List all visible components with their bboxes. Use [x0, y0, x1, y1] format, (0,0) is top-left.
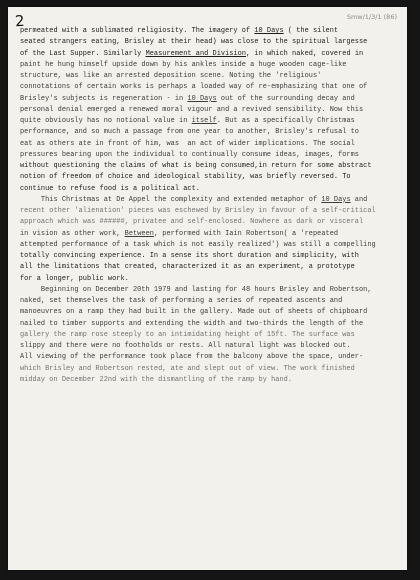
text-segment: out of the surrounding decay and: [216, 94, 355, 103]
underlined-title: Between: [124, 229, 154, 238]
text-segment: without questioning the claims of what is being consumed,in return for some abstract: [20, 162, 372, 170]
text-segment: notion of freedom of choice and ideological stability, was briefly reversed. To: [20, 173, 351, 182]
paragraph: [20, 26, 398, 195]
text-line: [20, 296, 398, 307]
text-segment: and: [350, 195, 368, 204]
underlined-title: 10 Days: [321, 195, 351, 204]
text-line: [20, 229, 398, 240]
text-line: [20, 37, 398, 48]
text-line: [20, 105, 398, 116]
text-line: [20, 172, 398, 183]
text-segment: Beginning on December 20th 1979 and lasting for 48 hours Brisley and Robertson,: [20, 285, 372, 294]
text-segment: This Christmas at De Appel the complexity and extended metaphor of: [20, 195, 322, 204]
text-line: [20, 330, 398, 341]
text-line: [20, 364, 398, 375]
text-segment: All viewing of the performance took place from the balcony above the space, under-: [20, 353, 364, 362]
paragraph: [20, 195, 398, 285]
text-line: [20, 319, 398, 330]
text-line: [20, 82, 398, 93]
text-line: [20, 49, 398, 60]
archive-reference: Smw/1/3/1 (86): [346, 13, 397, 21]
text-segment: recent other 'alienation' pieces was eschewed by Brisley in favour of a self-critical: [20, 207, 376, 215]
text-line: [20, 206, 398, 217]
text-line: [20, 26, 398, 37]
text-segment: structure, was like an arrested deposition scene. Noting the 'religious': [20, 72, 322, 80]
text-line: [20, 251, 398, 262]
paragraph: [20, 285, 398, 386]
text-segment: Brisley's subjects is regeneration - in: [20, 94, 188, 103]
text-segment: ( the silent: [283, 27, 339, 35]
text-line: [20, 94, 398, 105]
text-line: [20, 127, 398, 138]
text-segment: . But as a specifically Christmas: [216, 117, 355, 125]
text-segment: quite obviously has no notional value in: [20, 117, 192, 125]
text-line: [20, 341, 398, 352]
text-line: [20, 240, 398, 251]
text-line: [20, 139, 398, 150]
text-segment: for a longer, public work.: [20, 274, 129, 283]
text-line: [20, 307, 398, 318]
typescript-page: [8, 7, 407, 570]
page-number: 2: [14, 11, 26, 31]
text-segment: nailed to timber supports and extending the width and two-thirds the length of the: [20, 319, 364, 328]
text-line: [20, 262, 398, 273]
text-line: [20, 71, 398, 82]
text-segment: midday on December 22nd with the dismantling of the ramp by hand.: [20, 375, 293, 384]
text-segment: of the Last Supper. Similarly: [20, 49, 146, 58]
text-segment: slippy and there were no footholds or rests. All natural light was blocked out.: [20, 342, 351, 350]
text-segment: , performed with Iain Robertson( a 'repeated: [153, 229, 339, 238]
text-segment: personal denial emerged a renewed moral vigour and a revived sensibility. Now this: [20, 105, 364, 114]
text-segment: permeated with a sublimated religiosity. The imagery of: [20, 27, 255, 35]
text-segment: approach which was ######, privatee and self-enclosed. Nowhere as dark or visceral: [20, 218, 364, 227]
text-segment: seated strangers eating, Brisley at their head) was close to the spiritual largesse: [20, 38, 368, 47]
text-line: [20, 195, 398, 206]
text-segment: attempted performance of a task which is not easily realized') was still a compelling: [20, 240, 376, 249]
text-segment: continue to refuse food is a political act.: [20, 184, 200, 193]
text-segment: which Brisley and Robertson rested, ate and slept out of view. The work finished: [20, 364, 355, 373]
text-segment: eat as others ate in front of him, was an act of wider implications. The social: [20, 139, 355, 148]
text-segment: naked, set themselves the task of performing a series of repeated ascents and: [20, 297, 343, 305]
text-segment: pressures bearing upon the individual to continually consume ideas, images, forms: [20, 150, 359, 159]
text-line: [20, 161, 398, 172]
text-segment: performance, and so much a passage from one year to another, Brisley's refusal to: [20, 128, 359, 137]
text-line: [20, 217, 398, 228]
underlined-title: itself: [191, 117, 217, 125]
underlined-title: 10 Days: [187, 94, 217, 103]
text-line: [20, 285, 398, 296]
text-line: [20, 352, 398, 363]
underlined-title: 10 Days: [254, 27, 284, 35]
body-text: [20, 26, 398, 386]
text-line: [20, 184, 398, 195]
text-segment: totally convincing experience. In a sense its short duration and simplicity, with: [20, 252, 359, 260]
text-line: [20, 375, 398, 386]
text-segment: in vision as other work,: [20, 229, 125, 238]
text-line: [20, 116, 398, 127]
text-segment: paint he hung himself upside down by his ankles inside a huge wooden cage-like: [20, 60, 347, 69]
text-segment: connotations of certain works is perhaps a loaded way of re-emphasizing that one of: [20, 83, 368, 92]
text-line: [20, 60, 398, 71]
text-segment: manoeuvres on a ramp they had built in the gallery. Made out of sheets of chipboard: [20, 308, 368, 317]
text-line: [20, 274, 398, 285]
underlined-title: Measurement and Division: [145, 49, 247, 58]
text-segment: gallery the ramp rose steeply to an intimidating height of 15ft. The surface was: [20, 330, 355, 339]
text-segment: all the limitations that created, characterized it as an experiment, a prototype: [20, 263, 355, 272]
text-line: [20, 150, 398, 161]
text-segment: , in which naked, covered in: [246, 49, 364, 58]
